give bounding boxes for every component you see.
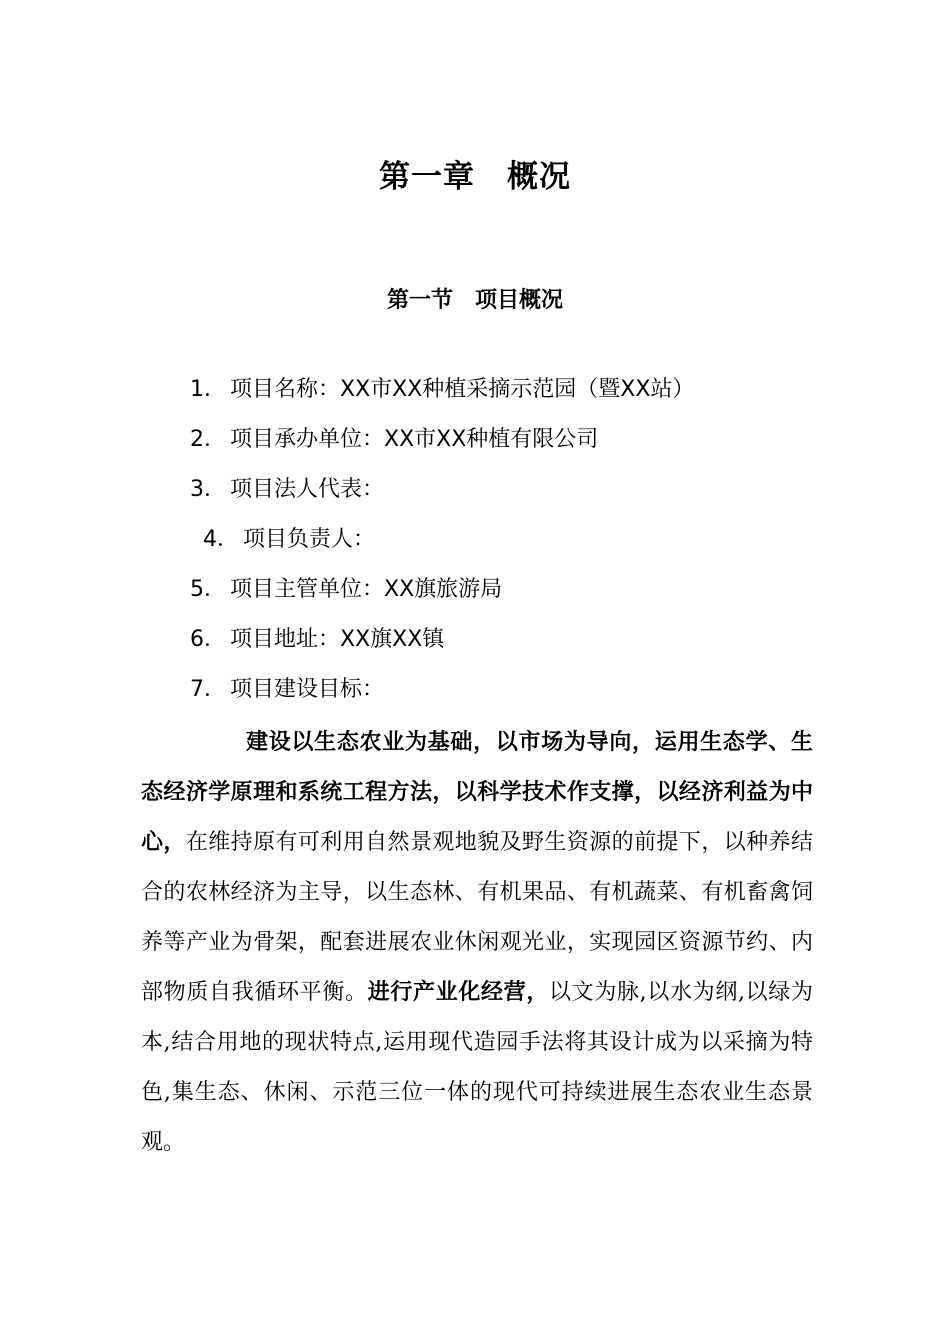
list-item-text: 项目法人代表： [230,477,385,502]
chapter-title: 第一章 概况 [379,159,571,195]
list-item-text: 项目建设目标： [230,677,385,702]
list-item [190,370,694,410]
list-item [190,570,502,610]
list-item [190,470,384,510]
list-item-number: 3． [190,477,226,502]
list-item-text: 项目主管单位：XX旗旅游局 [230,577,503,602]
goal-text: 以文为脉,以水为纲,以绿为本,结合用地的现状特点,运用现代造园手法将其设计成为以采摘为特色,集生态、休闲、示范三位一体的现代可持续进展生态农业生态景观。 [141,980,813,1155]
list-item-number: 1． [190,377,226,402]
list-item-number: 2． [190,427,226,452]
list-item-number: 7． [190,677,226,702]
list-item-text: 项目名称：XX市XX种植采摘示范园（暨XX站） [230,377,695,402]
list-item [190,670,384,710]
goal-text: 在维持原有可利用自然景观地貌及野生资源的前提下，以种养结合的农林经济为主导，以生态林、有机果品、有机蔬菜、有机畜禽饲养等产业为骨架，配套进展农业休闲观光业，实现园区资源节约、内部物质自我循环平衡。 [141,830,813,1005]
list-item-text: 项目地址：XX旗XX镇 [230,627,445,652]
list-item-number: 6． [190,627,226,652]
project-goal-paragraph [141,718,813,1168]
goal-bold-text: 建设以生态农业为基础，以市场为导向，运用生态学、生态经济学原理和系统工程方法，以科学技术作支撑，以经济利益为中心， [141,730,813,855]
section-title: 第一节 项目概况 [386,288,563,313]
list-item-text: 项目承办单位：XX市XX种植有限公司 [230,427,599,452]
list-item-number: 5． [190,577,226,602]
list-item [190,620,444,660]
goal-bold-text: 进行产业化经营， [367,980,549,1005]
list-item [190,420,598,460]
list-item-number: 4． [203,527,239,552]
list-item-text: 项目负责人： [243,527,376,552]
list-item [203,520,375,560]
